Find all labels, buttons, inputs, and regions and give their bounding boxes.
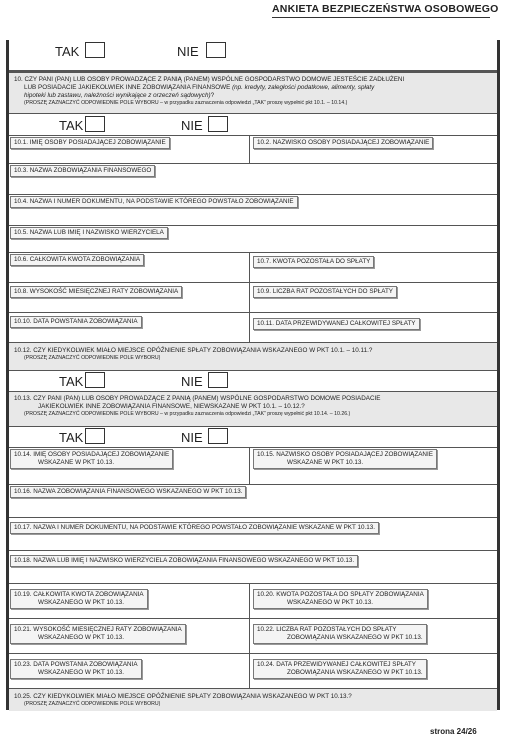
field-10-24-label (253, 659, 427, 679)
field-10-17-label: 10.17. NAZWA I NUMER DOKUMENTU, NA PODSTAWIE KTÓREGO POWSTAŁO ZOBOWIĄZANIE WSKAZANE W PKT 10.13. (10, 522, 379, 534)
field-10-20-label (253, 589, 428, 609)
q10-12-answer-row (9, 370, 497, 392)
field-10-20-line1: 10.20. KWOTA POZOSTAŁA DO SPŁATY ZOBOWIĄZANIA (257, 591, 424, 598)
field-10-15-line2: WSKAZANE W PKT 10.13. (287, 459, 364, 466)
field-10-23-line1: 10.23. DATA POWSTANIA ZOBOWIĄZANIA (14, 661, 138, 668)
field-10-23-line2: WSKAZANEGO W PKT 10.13. (38, 669, 124, 676)
row-10-21 (9, 618, 497, 654)
field-10-15-label (253, 449, 437, 469)
q10-12-note: (PROSZĘ ZAZNACZYĆ ODPOWIEDNIE POLE WYBORU) (24, 355, 161, 361)
question-10-13 (9, 391, 497, 427)
row-10-3 (9, 163, 497, 195)
field-10-4-label: 10.4. NAZWA I NUMER DOKUMENTU, NA PODSTAWIE KTÓREGO POWSTAŁO ZOBOWIĄZANIE (10, 196, 298, 208)
field-10-22-line1: 10.22. LICZBA RAT POZOSTAŁYCH DO SPŁATY (257, 626, 397, 633)
row-10-19 (9, 583, 497, 619)
field-10-10-label: 10.10. DATA POWSTANIA ZOBOWIĄZANIA (10, 316, 142, 328)
q10-12-no-checkbox[interactable] (208, 372, 228, 388)
field-10-6-label: 10.6. CAŁKOWITA KWOTA ZOBOWIĄZANIA (10, 254, 144, 266)
field-10-5-label: 10.5. NAZWA LUB IMIĘ I NAZWISKO WIERZYCIELA (10, 227, 168, 239)
q10-yes-checkbox[interactable] (85, 116, 105, 132)
field-10-19-line2: WSKAZANEGO W PKT 10.13. (38, 599, 124, 606)
q10-13-answer-row (9, 426, 497, 448)
q10-line1: 10. CZY PANI (PAN) LUB OSOBY PROWADZĄCE Z PANIĄ (PANEM) WSPÓLNE GOSPODARSTWO DOMOWE JESTEŚCIE ZADŁUŻENI (14, 76, 405, 83)
field-10-24-line1: 10.24. DATA PRZEWIDYWANEJ CAŁKOWITEJ SPŁATY (257, 661, 416, 668)
field-10-14-line2: WSKAZANE W PKT 10.13. (38, 459, 115, 466)
field-10-1-label: 10.1. IMIĘ OSOBY POSIADAJĄCEJ ZOBOWIĄZANIE (10, 137, 170, 149)
row-10-23 (9, 653, 497, 689)
field-10-18-label: 10.18. NAZWA LUB IMIĘ I NAZWISKO WIERZYCIELA ZOBOWIĄZANIA FINANSOWEGO WSKAZANEGO W PKT 10.13. (10, 555, 358, 567)
row-10-4 (9, 194, 497, 226)
q10-12-yes-label: TAK (59, 374, 84, 389)
page-number: strona 24/26 (430, 727, 477, 736)
q10-answer-row (9, 113, 497, 136)
field-10-22-line2: ZOBOWIĄZANIA WSKAZANEGO W PKT 10.13. (287, 634, 423, 641)
q10-13-no-checkbox[interactable] (208, 428, 228, 444)
field-10-24-line2: ZOBOWIĄZANIA WSKAZANEGO W PKT 10.13. (287, 669, 423, 676)
q10-13-no-label: NIE (181, 430, 203, 445)
top-answer-row (9, 40, 497, 70)
field-10-20-line2: WSKAZANEGO W PKT 10.13. (287, 599, 373, 606)
field-10-8-label: 10.8. WYSOKOŚĆ MIESIĘCZNEJ RATY ZOBOWIĄZANIA (10, 286, 182, 298)
question-10-25 (9, 688, 497, 711)
field-10-19-label (10, 589, 148, 609)
question-10-12 (9, 342, 497, 371)
title-underline (272, 17, 490, 18)
q10-13-line1: 10.13. CZY PANI (PAN) LUB OSOBY PROWADZĄCE Z PANIĄ (PANEM) WSPÓLNE GOSPODARSTWO DOMOWE POSIADACIE (14, 395, 381, 402)
row-10-14 (9, 447, 497, 485)
field-10-2-label: 10.2. NAZWISKO OSOBY POSIADAJĄCEJ ZOBOWIĄZANIE (253, 137, 433, 149)
yes-label: TAK (55, 44, 80, 59)
row-10-10 (9, 312, 497, 343)
q10-no-label: NIE (181, 118, 203, 133)
field-10-7-label: 10.7. KWOTA POZOSTAŁA DO SPŁATY (253, 256, 374, 268)
q10-line2: LUB POSIADACIE JAKIEKOLWIEK INNE ZOBOWIĄZANIA FINANSOWE (24, 84, 231, 91)
q10-12-yes-checkbox[interactable] (85, 372, 105, 388)
row-10-8 (9, 282, 497, 313)
field-10-21-label (10, 624, 186, 644)
row-10-5 (9, 225, 497, 253)
field-10-19-line1: 10.19. CAŁKOWITA KWOTA ZOBOWIĄZANIA (14, 591, 144, 598)
field-10-22-label (253, 624, 427, 644)
q10-no-checkbox[interactable] (208, 116, 228, 132)
field-10-3-label: 10.3. NAZWA ZOBOWIĄZANIA FINANSOWEGO (10, 165, 155, 177)
row-10-17 (9, 517, 497, 551)
q10-line3-end: ? (210, 92, 215, 99)
form-sheet (6, 40, 500, 710)
q10-line3-italic: hipoteki lub zastawu, należności wynikające z orzeczeń sądowych) (24, 92, 211, 99)
row-10-1 (9, 135, 497, 164)
row-10-16 (9, 484, 497, 518)
row-10-6 (9, 252, 497, 283)
q10-12-text: 10.12. CZY KIEDYKOLWIEK MIAŁO MIEJSCE OPÓŹNIENIE SPŁATY ZOBOWIĄZANIA WSKAZANEGO W PKT 10.1. – 10.11.? (14, 347, 373, 354)
q10-13-yes-label: TAK (59, 430, 84, 445)
field-10-23-label (10, 659, 142, 679)
yes-checkbox[interactable] (85, 42, 105, 58)
field-10-14-line1: 10.14. IMIĘ OSOBY POSIADAJĄCEJ ZOBOWIĄZANIE (14, 451, 170, 458)
q10-yes-label: TAK (59, 118, 84, 133)
field-10-9-label: 10.9. LICZBA RAT POZOSTAŁYCH DO SPŁATY (253, 286, 397, 298)
row-10-18 (9, 550, 497, 584)
page-title: ANKIETA BEZPIECZEŃSTWA OSOBOWEGO (272, 3, 499, 15)
q10-25-note: (PROSZĘ ZAZNACZYĆ ODPOWIEDNIE POLE WYBORU) (24, 701, 161, 707)
field-10-15-line1: 10.15. NAZWISKO OSOBY POSIADAJĄCEJ ZOBOWIĄZANIE (257, 451, 433, 458)
q10-13-note: (PROSZĘ ZAZNACZYĆ ODPOWIEDNIE POLE WYBORU – w przypadku zaznaczenia odpowiedzi „TAK” proszę wypełnić pkt 10.14. – 10.26.) (24, 411, 351, 417)
q10-note: (PROSZĘ ZAZNACZYĆ ODPOWIEDNIE POLE WYBORU – w przypadku zaznaczenia odpowiedzi „TAK” proszę wypełnić pkt 10.1. – 10.14.) (24, 100, 348, 106)
q10-line2-italic: (np. kredyty, zaległości podatkowe, alimenty, spłaty (232, 84, 375, 91)
field-10-14-label (10, 449, 173, 469)
q10-12-no-label: NIE (181, 374, 203, 389)
field-10-21-line2: WSKAZANEGO W PKT 10.13. (38, 634, 124, 641)
no-label: NIE (177, 44, 199, 59)
field-10-11-label: 10.11. DATA PRZEWIDYWANEJ CAŁKOWITEJ SPŁATY (253, 318, 420, 330)
field-10-16-label: 10.16. NAZWA ZOBOWIĄZANIA FINANSOWEGO WSKAZANEGO W PKT 10.13. (10, 486, 246, 498)
no-checkbox[interactable] (206, 42, 226, 58)
q10-25-text: 10.25. CZY KIEDYKOLWIEK MIAŁO MIEJSCE OPÓŹNIENIE SPŁATY ZOBOWIĄZANIA WSKAZANEGO W PKT 10.13.? (14, 693, 352, 700)
q10-13-yes-checkbox[interactable] (85, 428, 105, 444)
q10-13-line2: JAKIEKOLWIEK INNE ZOBOWIĄZANIA FINANSOWE, NIEWSKAZANE W PKT 10.1. – 10.12.? (38, 403, 305, 410)
question-10 (9, 70, 497, 116)
field-10-21-line1: 10.21. WYSOKOŚĆ MIESIĘCZNEJ RATY ZOBOWIĄZANIA (14, 626, 182, 633)
